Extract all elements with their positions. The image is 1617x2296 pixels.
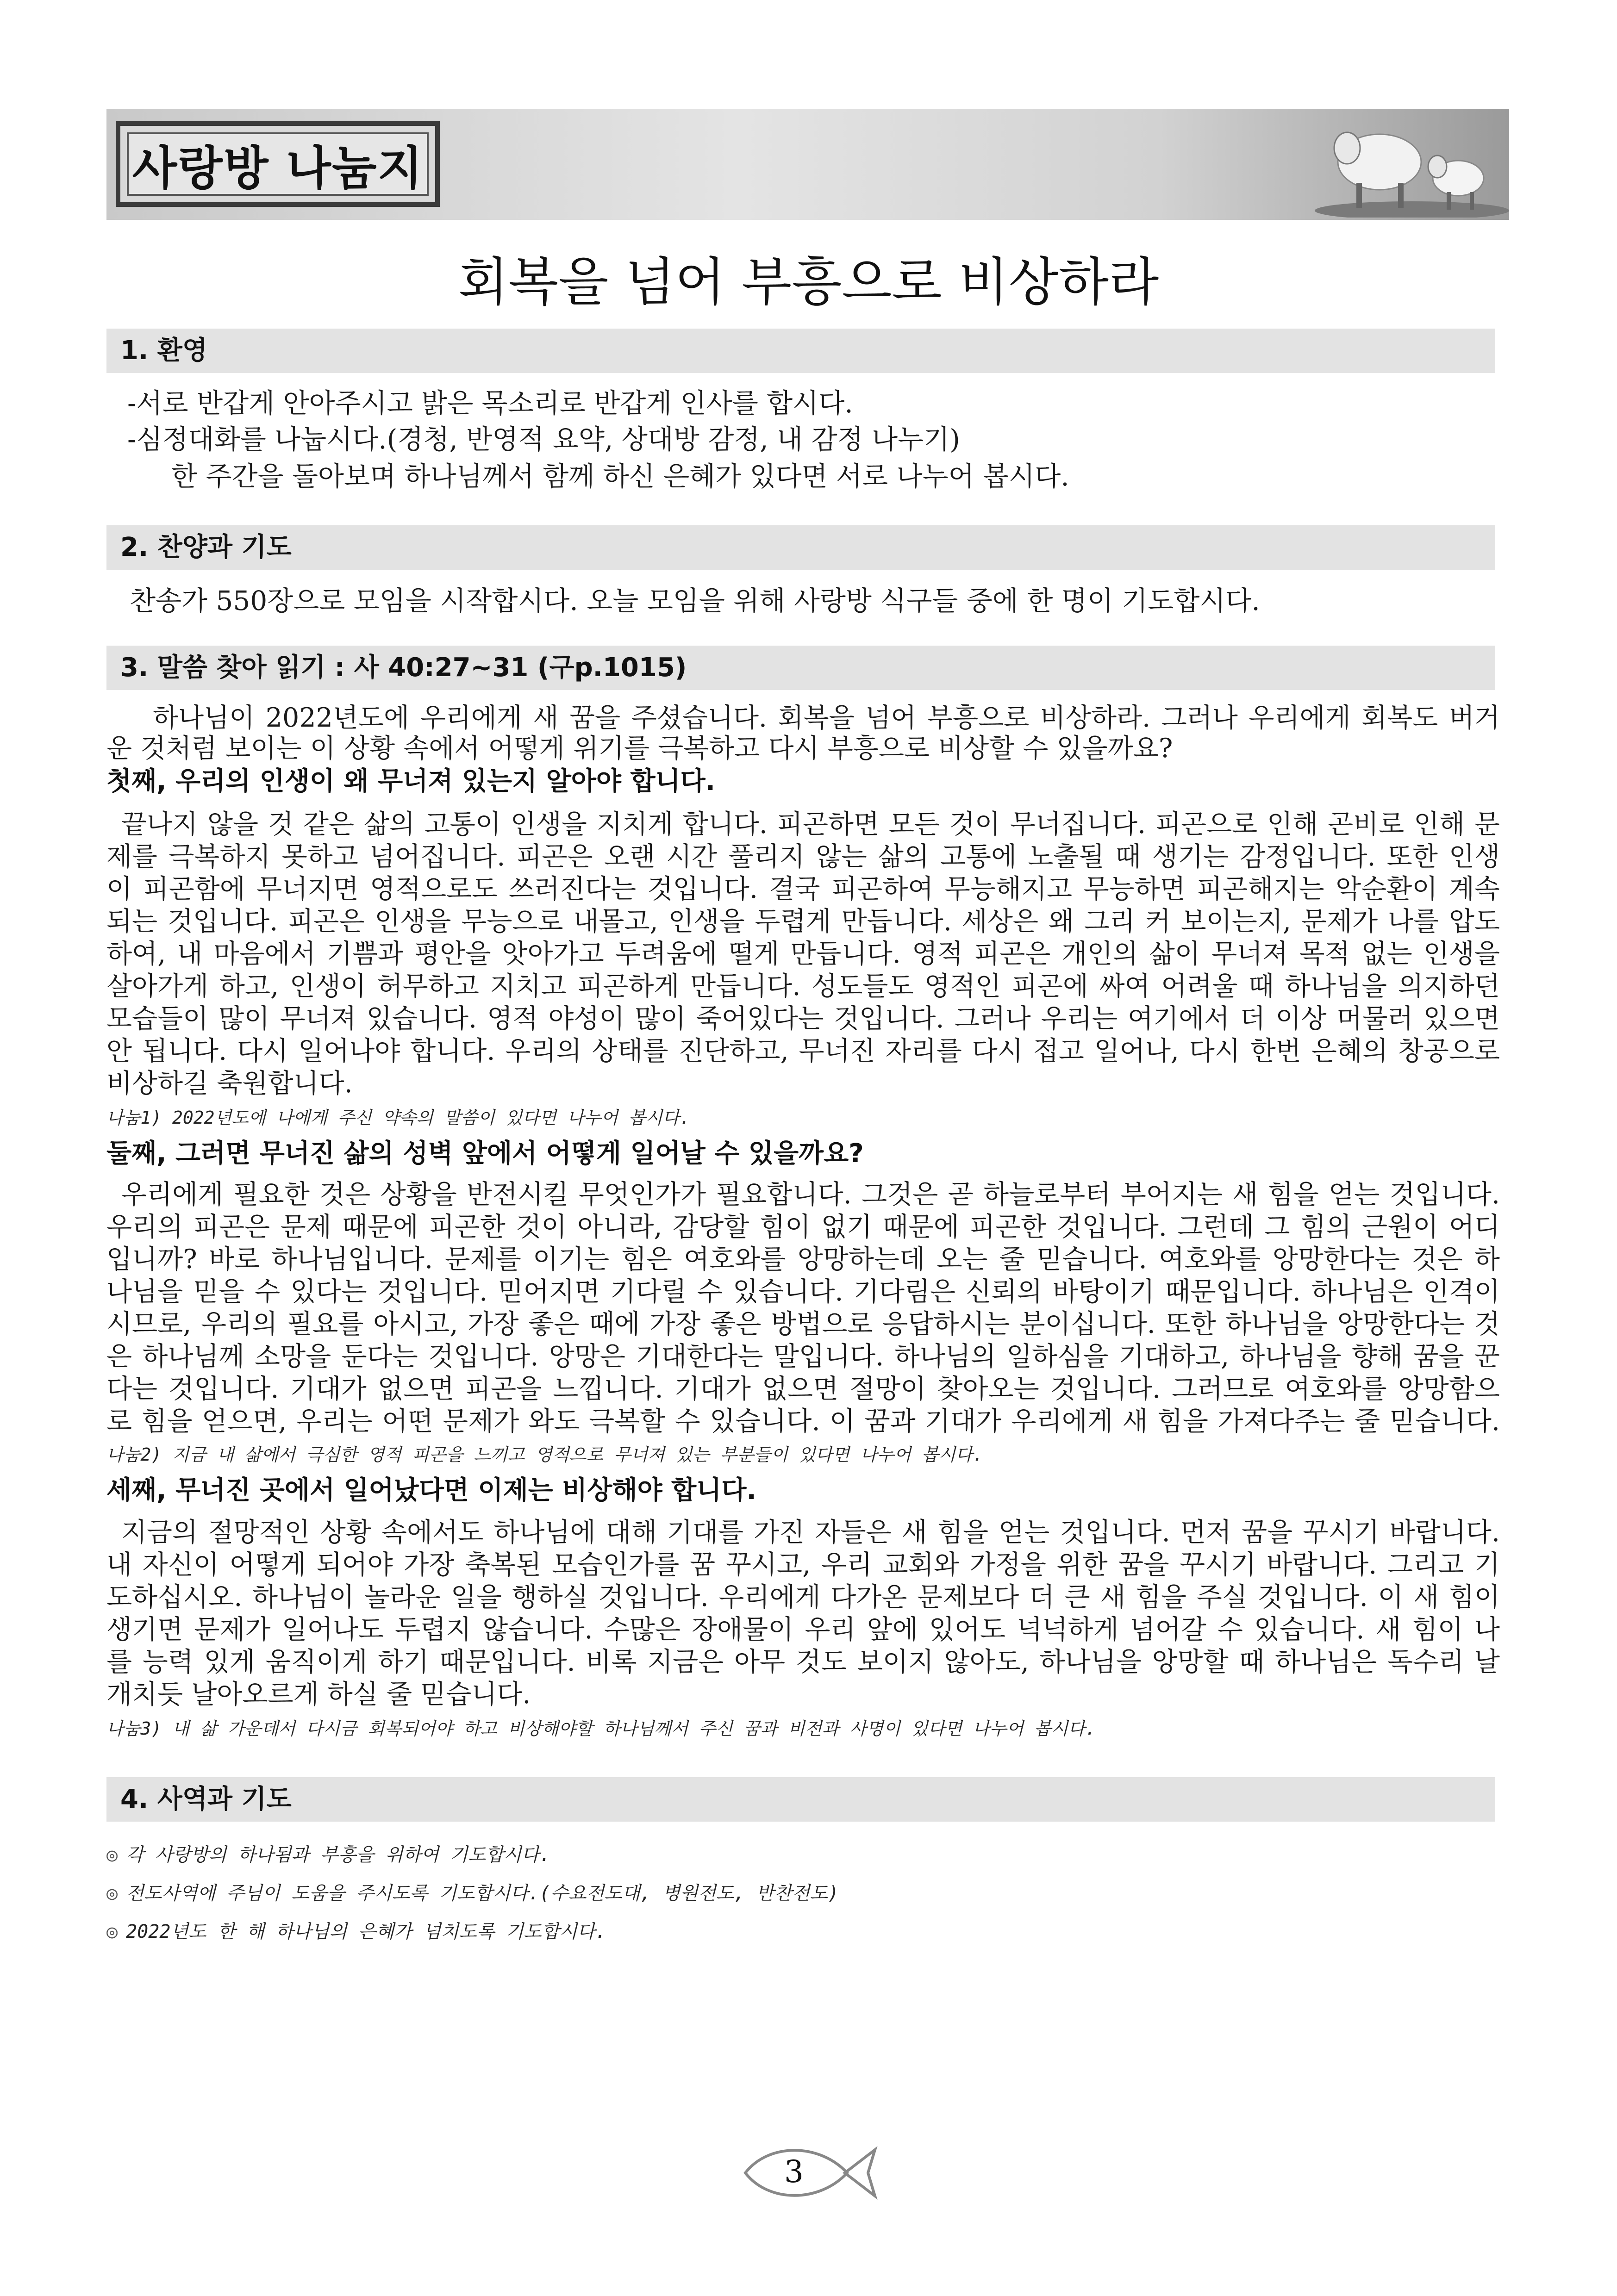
point1-line-8: 안 됩니다. 다시 일어나야 합니다. 우리의 상태를 진단하고, 무너진 자리를 다시 접고 일어나, 다시 한번 은혜의 창공으로 [106, 1036, 1500, 1066]
point2-line-5: 시므로, 우리의 필요를 아시고, 가장 좋은 때에 가장 좋은 방법으로 응답하시는 분이십니다. 또한 하나님을 앙망한다는 것 [106, 1309, 1500, 1339]
point2-line-8: 로 힘을 얻으면, 우리는 어떤 문제가 와도 극복할 수 있습니다. 이 꿈과 기대가 우리에게 새 힘을 가져다주는 줄 믿습니다. [106, 1406, 1500, 1437]
point1-line-1: 끝나지 않을 것 같은 삶의 고통이 인생을 지치게 합니다. 피곤하면 모든 것이 무너집니다. 피곤으로 인해 곤비로 인해 문 [121, 809, 1500, 840]
prayer-item-text: 각 사랑방의 하나됨과 부흥을 위하여 기도합시다. [126, 1844, 551, 1866]
point1-line-7: 모습들이 많이 무너져 있습니다. 영적 야성이 많이 죽어있다는 것입니다. 그러나 우리는 여기에서 더 이상 머물러 있으면 [106, 1003, 1500, 1034]
point1-line-3: 이 피곤함에 무너지면 영적으로도 쓰러진다는 것입니다. 결국 피곤하여 무능해지고 무능하면 피곤해지는 악순환이 계속 [106, 874, 1500, 904]
sharing-note-2: 나눔2) 지금 내 삶에서 극심한 영적 피곤을 느끼고 영적으로 무너져 있는 부분들이 있다면 나누어 봅시다. [106, 1444, 983, 1465]
point3-line-1: 지금의 절망적인 상황 속에서도 하나님에 대해 기대를 가진 자들은 새 힘을 얻는 것입니다. 먼저 꿈을 꾸시기 바랍니다. [121, 1517, 1500, 1548]
point2-line-4: 나님을 믿을 수 있다는 것입니다. 믿어지면 기다릴 수 있습니다. 기다림은 신뢰의 바탕이기 때문입니다. 하나님은 인격이 [106, 1276, 1500, 1307]
section-label: 사랑방 나눔지 [132, 141, 424, 195]
worship-text: 찬송가 550장으로 모임을 시작합시다. 오늘 모임을 위해 사랑방 식구들 중에 한 명이 기도합시다. [130, 585, 1260, 616]
page-footer [741, 2138, 880, 2208]
prayer-item-text: 2022년도 한 해 하나님의 은혜가 넘치도록 기도합시다. [126, 1921, 606, 1942]
point3-line-6: 개치듯 날아오르게 하실 줄 믿습니다. [106, 1679, 531, 1710]
point1-line-5: 하여, 내 마음에서 기쁨과 평안을 앗아가고 두려움에 떨게 만듭니다. 영적 피곤은 개인의 삶이 무너져 목적 없는 인생을 [106, 939, 1500, 969]
section-label-inner [127, 132, 429, 196]
point3-line-2: 내 자신이 어떻게 되어야 가장 축복된 모습인가를 꿈 꾸시고, 우리 교회와 가정을 위한 꿈을 꾸시기 바랍니다. 그리고 기 [106, 1549, 1500, 1580]
bullet-icon: ◎ [106, 1883, 118, 1904]
point3-heading: 세째, 무너진 곳에서 일어났다면 이제는 비상해야 합니다. [106, 1475, 756, 1506]
point2-line-7: 다는 것입니다. 기대가 없으면 피곤을 느낍니다. 기대가 없으면 절망이 찾아오는 것입니다. 그러므로 여호와를 앙망함으 [106, 1374, 1500, 1404]
prayer-item-1 [106, 1843, 550, 1867]
sharing-note-1: 나눔1) 2022년도에 나에게 주신 약속의 말씀이 있다면 나누어 봅시다. [106, 1108, 690, 1128]
point3-line-3: 도하십시오. 하나님이 놀라운 일을 행하실 것입니다. 우리에게 다가온 문제보다 더 큰 새 힘을 주실 것입니다. 이 새 힘이 [106, 1582, 1500, 1612]
intro-line-1: 하나님이 2022년도에 우리에게 새 꿈을 주셨습니다. 회복을 넘어 부흥으로 비상하라. 그러나 우리에게 회복도 버거 [153, 703, 1500, 733]
prayer-item-text: 전도사역에 주님이 도움을 주시도록 기도합시다.(수요전도대, 병원전도, 반찬전도) [126, 1883, 839, 1904]
sheep-illustration [1315, 93, 1509, 218]
prayer-item-2 [106, 1881, 839, 1905]
point3-line-5: 를 능력 있게 움직이게 하기 때문입니다. 비록 지금은 아무 것도 보이지 않아도, 하나님을 앙망할 때 하나님은 독수리 날 [106, 1647, 1500, 1677]
bullet-icon: ◎ [106, 1921, 118, 1942]
point2-line-1: 우리에게 필요한 것은 상황을 반전시킬 무엇인가가 필요합니다. 그것은 곧 하늘로부터 부어지는 새 힘을 얻는 것입니다. [121, 1179, 1500, 1210]
point1-line-9: 비상하길 축원합니다. [106, 1068, 353, 1099]
page-number: 3 [784, 2154, 804, 2190]
section-heading-scripture: 3. 말씀 찾아 읽기 : 사 40:27~31 (구p.1015) [106, 646, 1495, 690]
point1-heading: 첫째, 우리의 인생이 왜 무너져 있는지 알아야 합니다. [106, 766, 716, 796]
point1-line-2: 제를 극복하지 못하고 넘어집니다. 피곤은 오랜 시간 풀리지 않는 삶의 고통에 노출될 때 생기는 감정입니다. 또한 인생 [106, 841, 1500, 872]
prayer-item-3 [106, 1920, 606, 1944]
point2-line-2: 우리의 피곤은 문제 때문에 피곤한 것이 아니라, 감당할 힘이 없기 때문에 피곤한 것입니다. 그런데 그 힘의 근원이 어디 [106, 1212, 1500, 1242]
section-heading-worship: 2. 찬양과 기도 [106, 525, 1495, 570]
point3-line-4: 생기면 문제가 일어나도 두렵지 않습니다. 수많은 장애물이 우리 앞에 있어도 넉넉하게 넘어갈 수 있습니다. 새 힘이 나 [106, 1614, 1500, 1645]
point1-line-4: 되는 것입니다. 피곤은 인생을 무능으로 내몰고, 인생을 두렵게 만듭니다. 세상은 왜 그리 커 보이는지, 문제가 나를 압도 [106, 906, 1500, 937]
point2-line-6: 은 하나님께 소망을 둔다는 것입니다. 앙망은 기대한다는 말입니다. 하나님의 일하심을 기대하고, 하나님을 향해 꿈을 꾼 [106, 1341, 1500, 1372]
main-title: 회복을 넘어 부흥으로 비상하라 [458, 252, 1159, 312]
welcome-line-2: -심정대화를 나눕시다.(경청, 반영적 요약, 상대방 감정, 내 감정 나누기) [127, 423, 960, 455]
point2-heading: 둘째, 그러면 무너진 삶의 성벽 앞에서 어떻게 일어날 수 있을까요? [106, 1139, 864, 1169]
point2-line-3: 입니까? 바로 하나님입니다. 문제를 이기는 힘은 여호와를 앙망하는데 오는 줄 믿습니다. 여호와를 앙망한다는 것은 하 [106, 1244, 1500, 1275]
bullet-icon: ◎ [106, 1844, 118, 1866]
sharing-note-3: 나눔3) 내 삶 가운데서 다시금 회복되어야 하고 비상해야할 하나님께서 주신 꿈과 비전과 사명이 있다면 나누어 봅시다. [106, 1718, 1096, 1739]
section-heading-welcome: 1. 환영 [106, 329, 1495, 373]
section-heading-mission: 4. 사역과 기도 [106, 1777, 1495, 1822]
welcome-line-3: 한 주간을 돌아보며 하나님께서 함께 하신 은혜가 있다면 서로 나누어 봅시다. [171, 460, 1069, 492]
welcome-line-1: -서로 반갑게 안아주시고 밝은 목소리로 반갑게 인사를 합시다. [127, 387, 853, 419]
point1-line-6: 살아가게 하고, 인생이 허무하고 지치고 피곤하게 만듭니다. 성도들도 영적인 피곤에 싸여 어려울 때 하나님을 의지하던 [106, 971, 1500, 1002]
section-label-box [116, 121, 440, 207]
intro-line-2: 운 것처럼 보이는 이 상황 속에서 어떻게 위기를 극복하고 다시 부흥으로 비상할 수 있을까요? [106, 733, 1173, 764]
